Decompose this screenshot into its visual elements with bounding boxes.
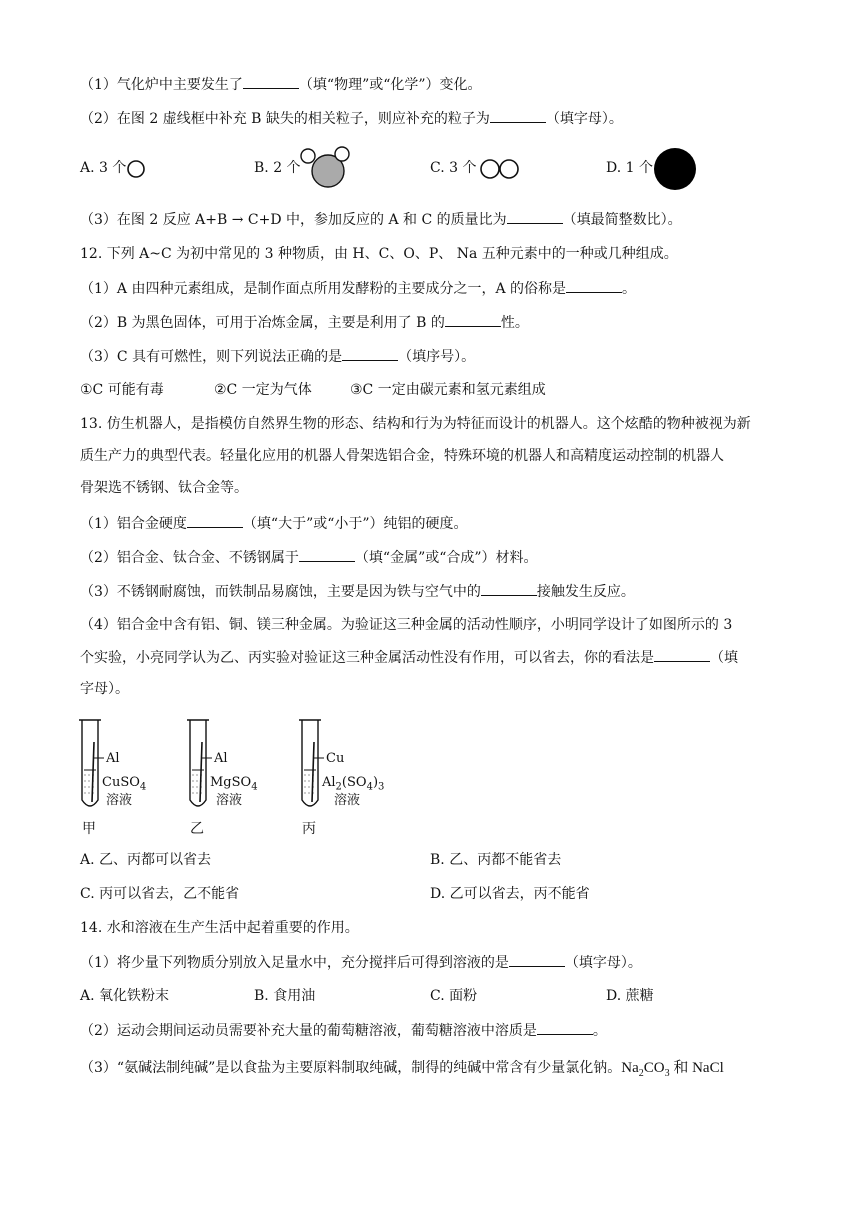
- q11-option-d[interactable]: D. 1 个: [606, 160, 653, 176]
- tube-jia-solution-label: CuSO$_4$: [102, 775, 147, 793]
- q11-part1: （1）气化炉中主要发生了 （填“物理”或“化学”）变化。: [80, 74, 482, 95]
- q11-option-b[interactable]: B. 2 个: [254, 160, 301, 176]
- answer-blank[interactable]: [342, 346, 398, 361]
- tube-yi-solution-label: MgSO$_4$: [210, 775, 258, 793]
- q13-part1: （1）铝合金硬度 （填“大于”或“小于”）纯铝的硬度。: [80, 513, 468, 534]
- grey-molecule-icon: [298, 144, 354, 190]
- double-open-circle-icon: [478, 157, 524, 181]
- q13-option-c[interactable]: C. 丙可以省去，乙不能省: [80, 886, 240, 902]
- q12-part2: （2）B 为黑色固体，可用于冶炼金属，主要是利用了 B 的 性。: [80, 312, 529, 333]
- q13-part4-line2: 个实验，小亮同学认为乙、丙实验对验证这三种金属活动性没有作用，可以省去，你的看法是 （填: [80, 647, 738, 668]
- tube-bing-solution-label: $Al_2(SO_4)_3$: [322, 775, 385, 793]
- q11-part3: （3）在图 2 反应 A+B → C+D 中，参加反应的 A 和 C 的质量比为 （填最简整数比）。: [80, 209, 682, 230]
- q11-option-a[interactable]: A. 3 个: [80, 160, 127, 176]
- q11-option-c[interactable]: C. 3 个: [430, 160, 477, 176]
- tube-bing-metal-label: Cu: [326, 751, 345, 766]
- tube-yi-metal-label: Al: [214, 751, 228, 766]
- answer-blank[interactable]: [509, 952, 565, 967]
- tube-jia-metal-label: Al: [106, 751, 120, 766]
- answer-blank[interactable]: [299, 547, 355, 562]
- q13-part4-line1: （4）铝合金中含有铝、铜、镁三种金属。为验证这三种金属的活动性顺序，小明同学设计了如图所示的 3: [80, 617, 733, 633]
- answer-blank[interactable]: [654, 647, 710, 662]
- answer-blank[interactable]: [243, 74, 299, 89]
- q14-option-b[interactable]: B. 食用油: [254, 988, 316, 1004]
- answer-blank[interactable]: [481, 581, 537, 596]
- q13-stem-line3: 骨架选不锈钢、钛合金等。: [80, 480, 248, 496]
- q14-stem: 14. 水和溶液在生产生活中起着重要的作用。: [80, 920, 359, 936]
- tube-yi-solution-word: 溶液: [216, 793, 243, 808]
- tube-bing-solution-word: 溶液: [334, 793, 361, 808]
- answer-blank[interactable]: [537, 1020, 593, 1035]
- q13-stem-line2: 质生产力的典型代表。轻量化应用的机器人骨架选铝合金，特殊环境的机器人和高精度运动控制的机器人: [80, 448, 724, 464]
- q14-part1: （1）将少量下列物质分别放入足量水中，充分搅拌后可得到溶液的是 （填字母）。: [80, 952, 642, 973]
- q12-part1: （1）A 由四种元素组成，是制作面点所用发酵粉的主要成分之一，A 的俗称是 。: [80, 278, 636, 299]
- q12-choice-2: ②C 一定为气体: [214, 382, 312, 398]
- q13-option-a[interactable]: A. 乙、丙都可以省去: [80, 852, 212, 868]
- q13-part4-line3: 字母）。: [80, 681, 129, 697]
- test-tube-jia: [79, 720, 104, 806]
- answer-blank[interactable]: [490, 108, 546, 123]
- tube-bing-caption: 丙: [302, 821, 316, 837]
- answer-blank[interactable]: [187, 513, 243, 528]
- answer-blank[interactable]: [445, 312, 501, 327]
- q11-part2: （2）在图 2 虚线框中补充 B 缺失的相关粒子，则应补充的粒子为 （填字母）。: [80, 108, 623, 129]
- q14-part2: （2）运动会期间运动员需要补充大量的葡萄糖溶液，葡萄糖溶液中溶质是 。: [80, 1020, 607, 1041]
- test-tube-yi: [187, 720, 212, 806]
- q13-stem-line1: 13. 仿生机器人，是指模仿自然界生物的形态、结构和行为为特征而设计的机器人。这个炫酷的物种被视为新: [80, 416, 751, 432]
- q13-part2: （2）铝合金、钛合金、不锈钢属于 （填“金属”或“合成”）材料。: [80, 547, 538, 568]
- tube-jia-caption: 甲: [82, 821, 96, 837]
- q13-option-b[interactable]: B. 乙、丙都不能省去: [430, 852, 562, 868]
- q13-part3: （3）不锈钢耐腐蚀，而铁制品易腐蚀，主要是因为铁与空气中的 接触发生反应。: [80, 581, 635, 602]
- large-black-circle-icon: [652, 146, 700, 192]
- answer-blank[interactable]: [566, 278, 622, 293]
- tube-yi-caption: 乙: [190, 821, 204, 837]
- answer-blank[interactable]: [507, 209, 563, 224]
- q14-option-c[interactable]: C. 面粉: [430, 988, 478, 1004]
- q12-stem: 12. 下列 A~C 为初中常见的 3 种物质，由 H、C、O、P、 Na 五种元素中的一种或几种组成。: [80, 246, 678, 262]
- small-open-circle-icon: [126, 158, 148, 180]
- formula-na2co3-nacl: $Na_2CO_3$ 和 NaCl: [621, 1060, 724, 1079]
- q12-choice-1: ①C 可能有毒: [80, 382, 164, 398]
- q14-option-a[interactable]: A. 氧化铁粉末: [80, 988, 170, 1004]
- q13-option-d[interactable]: D. 乙可以省去，丙不能省: [430, 886, 590, 902]
- test-tube-bing: [299, 720, 324, 806]
- q12-part3: （3）C 具有可燃性，则下列说法正确的是 （填序号）。: [80, 346, 475, 367]
- q14-option-d[interactable]: D. 蔗糖: [606, 988, 654, 1004]
- tube-jia-solution-word: 溶液: [106, 793, 133, 808]
- q12-choice-3: ③C 一定由碳元素和氢元素组成: [350, 382, 546, 398]
- q14-part3: （3）“氨碱法制纯碱”是以食盐为主要原料制取纯碱，制得的纯碱中常含有少量氯化钠。$Na_2CO_3$ 和 NaCl: [80, 1060, 724, 1079]
